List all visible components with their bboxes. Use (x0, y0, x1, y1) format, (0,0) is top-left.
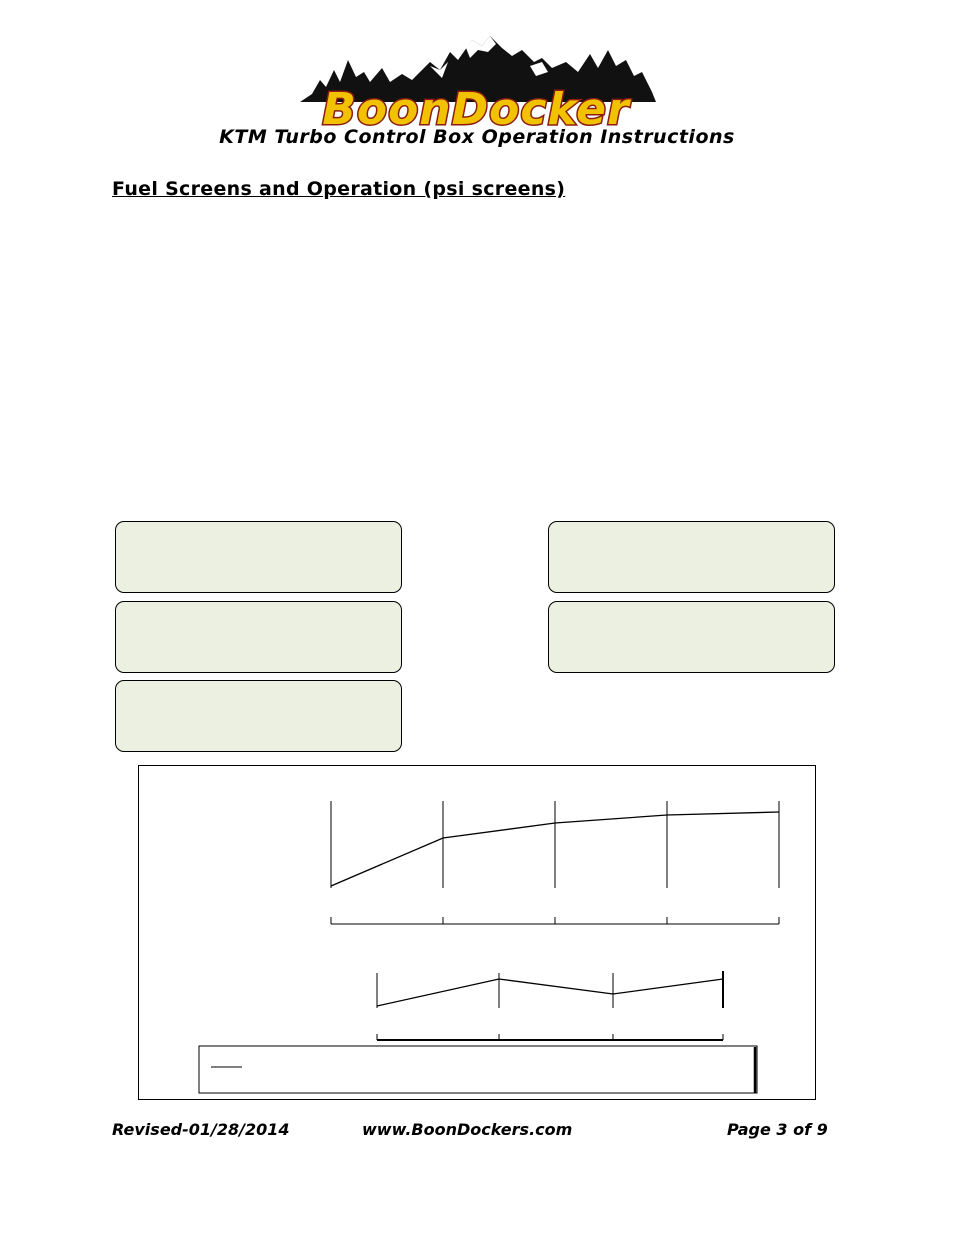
footer-revised-date: Revised-01/28/2014 (112, 1120, 290, 1139)
graph-legend (199, 1046, 757, 1093)
document-title: KTM Turbo Control Box Operation Instructions (219, 126, 735, 148)
lower-graph-axis (377, 1034, 723, 1040)
upper-graph-axis (331, 917, 779, 924)
lower-graph-curve (377, 979, 723, 1006)
footer-website-link[interactable]: www.BoonDockers.com (362, 1120, 573, 1139)
boondocker-logo (290, 32, 662, 132)
screen-box-right-1 (548, 521, 835, 593)
logo-wordmark: BoonDocker (322, 84, 630, 132)
fuel-graph-frame (138, 765, 816, 1100)
footer-page-number: Page 3 of 9 (727, 1120, 828, 1139)
screen-box-left-2 (115, 601, 402, 673)
screen-box-left-1 (115, 521, 402, 593)
screen-box-right-2 (548, 601, 835, 673)
screen-box-left-3 (115, 680, 402, 752)
section-heading: Fuel Screens and Operation (psi screens) (112, 178, 566, 200)
lower-graph-gridlines (377, 971, 723, 1008)
